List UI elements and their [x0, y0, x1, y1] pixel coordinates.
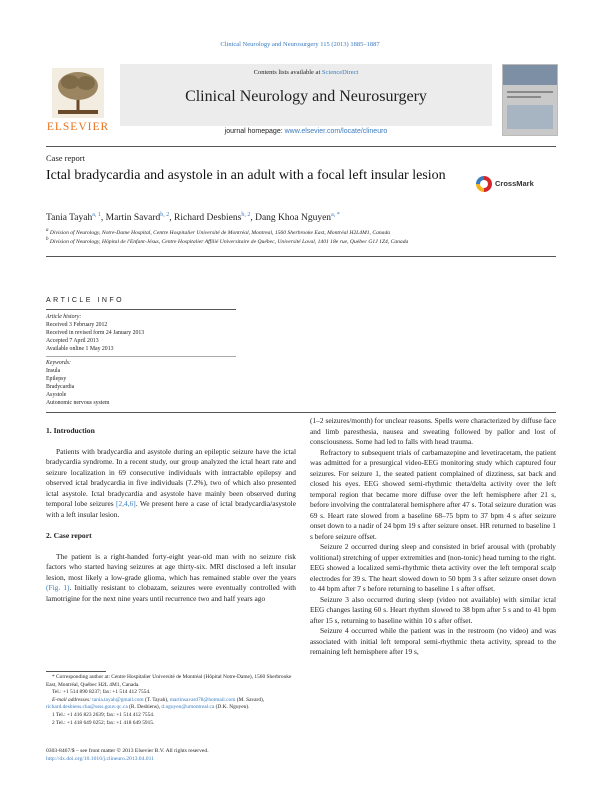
affiliation-sup: a	[46, 228, 49, 233]
contents-prefix: Contents lists available at	[253, 69, 322, 76]
history-divider	[46, 356, 236, 357]
case-text-end: . Initially resistant to clobazam, seizures were eventually controlled with lamotrigine for the next nine years until recurrence two and half years ago	[46, 583, 296, 603]
email-owner: (T. Tayah),	[143, 696, 169, 703]
author-name: Richard Desbiens	[174, 213, 242, 224]
journal-header	[46, 64, 556, 142]
copyright: 0303-8467/$ – see front matter © 2013 Elsevier B.V. All rights reserved.	[46, 748, 209, 754]
sciencedirect-link[interactable]: ScienceDirect	[321, 69, 359, 76]
section-heading-introduction: 1. Introduction	[46, 426, 95, 435]
left-column	[46, 426, 296, 604]
intro-text-end: . We present here a case of ictal bradycardia/asystole with a left insular lesion.	[46, 499, 297, 519]
history-label: Article history:	[46, 314, 82, 320]
footnote-divider	[46, 671, 106, 672]
keywords	[46, 359, 109, 407]
affiliation-sup: b	[46, 237, 49, 242]
journal-banner	[120, 64, 492, 126]
crossmark-icon	[476, 176, 492, 192]
author-sup[interactable]: b, 2	[160, 212, 170, 218]
author-name: Tania Tayah	[46, 213, 93, 224]
section-heading-case-report: 2. Case report	[46, 531, 92, 540]
email-link[interactable]: d.nguyen@umontreal.ca	[161, 704, 215, 711]
affiliation	[46, 237, 556, 245]
history-item: Available online 1 May 2013	[46, 346, 114, 352]
homepage-label: journal homepage:	[224, 128, 285, 135]
corresponding-author: * Corresponding author at: Centre Hospitalier Université de Montréal (Hôpital Notre-Dame), 1560 Sherbrooke East, Montréal, Québec H2L 4M1, Canada.	[46, 674, 292, 688]
article-title: Ictal bradycardia and asystole in an adult with a focal left insular lesion	[46, 168, 446, 183]
footnotes	[46, 674, 296, 727]
email-link[interactable]: martinsavard78@hotmail.com	[169, 696, 236, 703]
email-owner: (R. Desbiens),	[127, 704, 162, 711]
author-name: Martin Savard	[105, 213, 161, 224]
crossmark-label: CrossMark	[495, 179, 534, 188]
email-link[interactable]: richard.desbiens.cha@ssss.gouv.qc.ca	[46, 704, 128, 711]
keyword: Insula	[46, 368, 61, 374]
case-paragraph-seizure-4: Seizure 4 occurred while the patient was in the restroom (no video) and was associated with initial left temporal semi-rhythmic theta activity, spread to the remaining left hemisphere after 19 s,	[310, 626, 556, 656]
tree-icon	[52, 68, 104, 118]
doi-link[interactable]: http://dx.doi.org/10.1016/j.clineuro.2013.04.011	[46, 755, 154, 762]
history-item: Received 3 February 2012	[46, 322, 108, 328]
article-info-heading: ARTICLE INFO	[46, 297, 125, 304]
case-paragraph	[46, 552, 296, 605]
body-divider	[46, 412, 556, 413]
author-list: Tania Tayah$^{a, 1}$, Martin Savard$^{b, 2}$, Richard Desbiens$^{b, 2}$, Dang Khoa Nguyen$^{a, *}$	[46, 212, 340, 224]
keyword: Asystole	[46, 392, 67, 398]
case-paragraph-seizure-3: Seizure 3 also occurred during sleep (video not available) with similar ictal EEG changes lasting 60 s. Heart rhythm slowed to 38 bpm after 5 s and to 41 bpm after 15 s, returning to baseline within 10 s after offset.	[310, 594, 556, 625]
email-label: E-mail addresses:	[52, 696, 93, 703]
intro-paragraph	[46, 447, 296, 521]
copyright-block	[46, 748, 306, 763]
intro-text: Patients with bradycardia and asystole during an epileptic seizure have the ictal bradycardia syndrome. In a recent study, our group analyzed the ictal heart rate and seizure localization in 69 consecutive individuals with intractable epilepsy and observed ictal bradycardia in five individuals (7.2%), two of which also presented ictal asystole. Ictal bradycardia and asystole have mainly been observed during temporal lobe seizures	[46, 446, 296, 508]
article-info-divider	[46, 309, 236, 310]
email-owner: (D.K. Nguyen).	[214, 704, 250, 711]
elsevier-wordmark: ELSEVIER	[46, 121, 110, 133]
corresponding-tel: Tel.: +1 514 890 8237; fax: +1 514 412 7554.	[52, 689, 151, 696]
keyword: Epilepsy	[46, 376, 67, 382]
author-sup[interactable]: a, 1	[92, 212, 101, 218]
email-owner: (M. Savard),	[235, 696, 265, 703]
crossmark-badge[interactable]	[476, 174, 556, 196]
journal-title: Clinical Neurology and Neurosurgery	[185, 88, 427, 105]
affiliation-text: Division of Neurology, Hôpital de l'Enfant-Jésus, Centre Hospitalier Affilié Universitaire de Québec, Université Laval, 1401 18e rue, Québec G1J 1Z4, Canada	[49, 238, 409, 245]
case-text: The patient is a right-handed forty-eight year-old man with no seizure risk factors who started having seizures at age thirty-six. MRI disclosed a left insular lesion, most likely a low-grade glioma, which has remained stable over the years	[46, 551, 296, 582]
email-addresses	[46, 697, 296, 712]
journal-homepage	[120, 128, 492, 135]
right-column	[310, 416, 556, 658]
journal-citation[interactable]: Clinical Neurology and Neurosurgery 115 (2013) 1885–1887	[220, 41, 380, 48]
keyword: Autonomic nervous system	[46, 400, 110, 406]
case-paragraph-continued: (1–2 seizures/month) for unclear reasons. Spells were characterized by diffuse face and limb paresthesia, nausea and sweating followed by pallor and lost of consciousness. Some had led to falls with head trauma.	[310, 416, 556, 446]
article-type: Case report	[46, 153, 85, 163]
contents-line	[120, 69, 492, 76]
author-name: Dang Khoa Nguyen	[255, 213, 332, 224]
case-paragraph-seizure-2: Seizure 2 occurred during sleep and consisted in brief arousal with (probably volitional) stretching of upper extremities and (non-tonic) head turning to the right. EEG showed a localized semi-rhythmic theta activity over the left temporal scalp electrodes for 39 s. The heart slowed down to 50 bpm 3 s after seizure onset down to 44 bpm after 7 s before returning to baseline 1 s after offset.	[310, 542, 556, 593]
homepage-link[interactable]: www.elsevier.com/locate/clineuro	[284, 128, 388, 135]
article-history	[46, 313, 144, 353]
keywords-label: Keywords:	[46, 360, 71, 366]
affiliation	[46, 228, 556, 236]
case-paragraph-seizure-1: Refractory to subsequent trials of carbamazepine and levetiracetam, the patient was admitted for a presurgical video-EEG monitoring study which captured four seizures. For seizure 1, the seated patient complained of dizziness, sat back and closed his eyes. EEG showed semi-rhythmic theta/delta activity over the left temporal region that became more diffuse over the left hemisphere after 21 s, before involving the contralateral hemisphere after 47 s. Total seizure duration was 69 s. Heart rate slowed from a baseline 68–75 bpm to 37 bpm 4 s after seizure onset down to a nadir of 24 bpm 19 s after seizure onset. HR returned to baseline 1 s before seizure offset.	[310, 447, 556, 541]
citation-link[interactable]: [2,4,6]	[116, 499, 136, 508]
affiliation-divider	[46, 256, 556, 257]
author-sup[interactable]: b, 2	[241, 212, 251, 218]
history-item: Accepted 7 April 2013	[46, 338, 99, 344]
header-divider	[46, 146, 556, 147]
elsevier-logo[interactable]	[46, 64, 110, 138]
footnote-2: 2 Tel.: +1 418 649 0252; fax: +1 418 649 5915.	[52, 719, 155, 726]
figure-link[interactable]: (Fig. 1)	[46, 583, 70, 592]
email-link[interactable]: tania.tayah@gmail.com	[92, 696, 144, 703]
affiliation-text: Division of Neurology, Notre-Dame Hospital, Centre Hospitalier Université de Montréal, Montreal, 1560 Sherbrooke East, Montréal H2L4M1, Canada	[49, 229, 391, 236]
footnote-1: 1 Tel.: +1 416 823 2639; fax: +1 514 412 7554.	[52, 711, 155, 718]
keyword: Bradycardia	[46, 384, 75, 390]
journal-cover-thumbnail[interactable]	[502, 64, 558, 136]
history-item: Received in revised form 24 January 2013	[46, 330, 145, 336]
author-sup[interactable]: a, *	[331, 212, 340, 218]
